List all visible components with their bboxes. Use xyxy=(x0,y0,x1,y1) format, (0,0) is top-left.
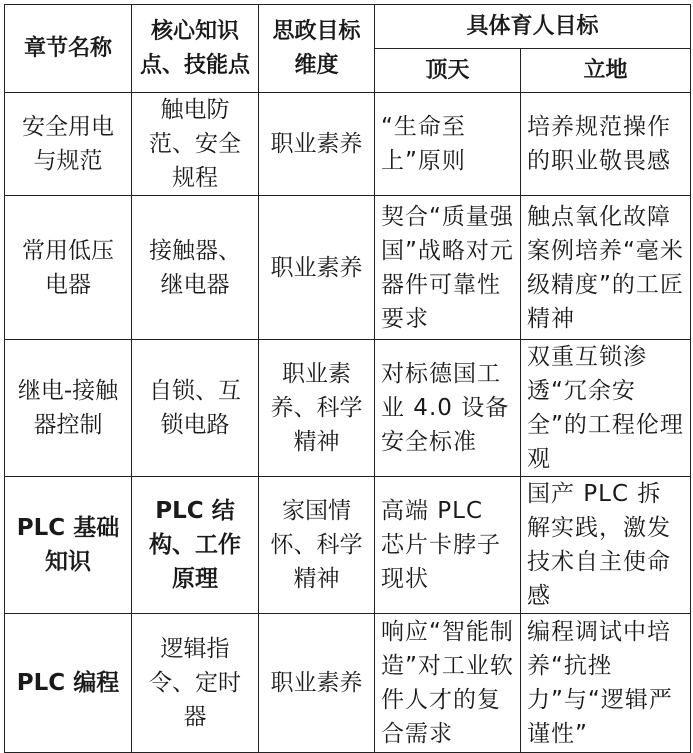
table-row xyxy=(5,477,691,614)
cell-top: 契合“质量强国”战略对元器件可靠性要求 xyxy=(375,196,521,340)
table-row xyxy=(5,614,691,753)
cell-ground: 培养规范操作的职业敬畏感 xyxy=(521,93,691,196)
cell-knowledge: 接触器、继电器 xyxy=(132,196,259,340)
table-row xyxy=(5,93,691,196)
cell-knowledge: 触电防范、安全规程 xyxy=(132,93,259,196)
table-row xyxy=(5,196,691,340)
header-row xyxy=(5,5,691,49)
cell-chapter: PLC 基础知识 xyxy=(5,477,132,614)
cell-knowledge: 自锁、互锁电路 xyxy=(132,340,259,477)
cell-top: 对标德国工业 4.0 设备安全标准 xyxy=(375,340,521,477)
header-goal: 具体育人目标 xyxy=(375,5,691,49)
cell-chapter: PLC 编程 xyxy=(5,614,132,753)
cell-dimension: 职业素养 xyxy=(259,614,375,753)
cell-dimension: 职业素养 xyxy=(259,93,375,196)
cell-dimension: 职业素养、科学精神 xyxy=(259,340,375,477)
cell-knowledge: 逻辑指令、定时器 xyxy=(132,614,259,753)
cell-chapter: 安全用电与规范 xyxy=(5,93,132,196)
cell-dimension: 职业素养 xyxy=(259,196,375,340)
cell-top: “生命至上”原则 xyxy=(375,93,521,196)
table-row xyxy=(5,340,691,477)
cell-chapter: 继电-接触器控制 xyxy=(5,340,132,477)
cell-chapter: 常用低压电器 xyxy=(5,196,132,340)
cell-ground: 国产 PLC 拆解实践，激发技术自主使命感 xyxy=(521,477,691,614)
education-goals-table xyxy=(4,4,691,753)
header-knowledge: 核心知识点、技能点 xyxy=(132,5,259,93)
header-ground: 立地 xyxy=(521,49,691,93)
cell-ground: 触点氧化故障案例培养“毫米级精度”的工匠精神 xyxy=(521,196,691,340)
cell-dimension: 家国情怀、科学精神 xyxy=(259,477,375,614)
cell-top: 高端 PLC 芯片卡脖子现状 xyxy=(375,477,521,614)
header-dimension: 思政目标维度 xyxy=(259,5,375,93)
header-chapter: 章节名称 xyxy=(5,5,132,93)
cell-ground: 双重互锁渗透“冗余安全”的工程伦理观 xyxy=(521,340,691,477)
cell-ground: 编程调试中培养“抗挫力”与“逻辑严谨性” xyxy=(521,614,691,753)
header-top: 顶天 xyxy=(375,49,521,93)
cell-knowledge: PLC 结构、工作原理 xyxy=(132,477,259,614)
cell-top: 响应“智能制造”对工业软件人才的复合需求 xyxy=(375,614,521,753)
